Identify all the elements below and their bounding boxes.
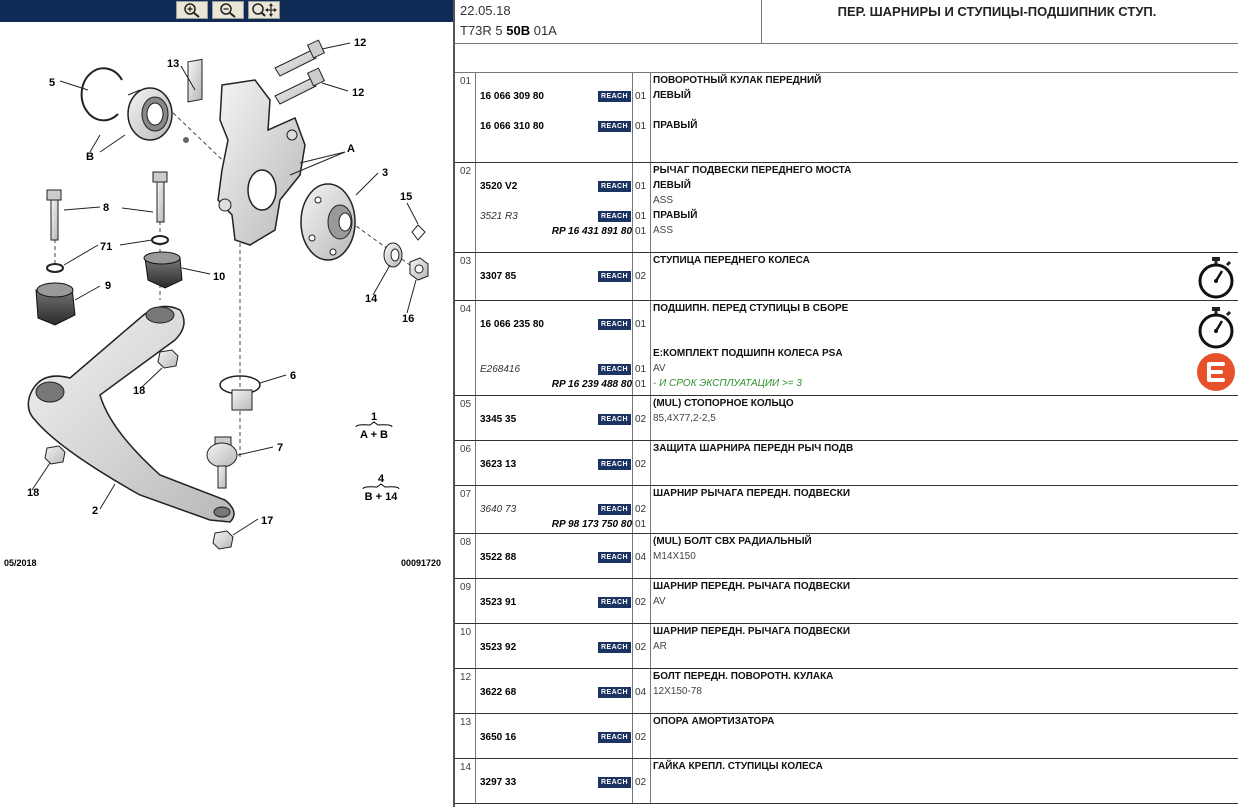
reach-badge[interactable]: REACH [598, 459, 631, 470]
reach-badge[interactable]: REACH [598, 211, 631, 222]
table-row[interactable] [455, 301, 1238, 396]
parts-list-pane [453, 0, 1238, 807]
row-item-number: 02 [460, 166, 472, 177]
part-quantity: 01 [635, 519, 647, 530]
part-number[interactable]: 3521 R3 [480, 211, 518, 222]
part-71-washer [152, 236, 168, 244]
callout-label-16: 16 [402, 313, 415, 325]
table-row[interactable] [455, 534, 1238, 579]
reach-badge[interactable]: REACH [598, 319, 631, 330]
row-item-number: 08 [460, 537, 472, 548]
part-3-wheel-hub [301, 184, 355, 260]
zoom-out-button[interactable] [212, 1, 244, 19]
part-10-bushing [144, 252, 182, 288]
part-description: 85,4X77,2-2,5 [653, 413, 716, 424]
legend-4-formula: B + 14 [364, 491, 398, 503]
part-5-circlip [82, 68, 122, 120]
callout-label-18: 18 [133, 385, 146, 397]
table-row[interactable] [455, 396, 1238, 441]
diagram-reference-code: 00091720 [401, 558, 442, 568]
callout-label-10: 10 [213, 271, 226, 283]
row-item-number: 10 [460, 627, 472, 638]
table-row[interactable] [455, 441, 1238, 486]
part-description: ПОДШИПН. ПЕРЕД СТУПИЦЫ В СБОРЕ [653, 303, 849, 314]
callout-label-8: 8 [103, 202, 110, 214]
part-number[interactable]: 3345 35 [480, 414, 517, 425]
callout-label-6: 6 [290, 370, 297, 382]
part-description: ПРАВЫЙ [653, 120, 698, 131]
stopwatch-icon [1196, 306, 1236, 350]
header-date: 22.05.18 [460, 3, 511, 18]
part-description: БОЛТ ПЕРЕДН. ПОВОРОТН. КУЛАКА [653, 671, 834, 682]
part-number[interactable]: 16 066 235 80 [480, 319, 544, 330]
callout-label-3: 3 [382, 167, 389, 179]
part-number[interactable]: RP 98 173 750 80 [551, 519, 632, 530]
part-description: ПРАВЫЙ [653, 210, 698, 221]
row-item-number: 14 [460, 762, 472, 773]
part-number[interactable]: RP 16 431 891 80 [551, 226, 632, 237]
part-number[interactable]: 3622 68 [480, 687, 517, 698]
part-quantity: 01 [635, 319, 647, 330]
part-description: ASS [653, 195, 674, 206]
part-quantity: 01 [635, 226, 647, 237]
callout-label-5: 5 [49, 77, 56, 89]
header-model-code [460, 23, 557, 38]
table-row[interactable] [455, 624, 1238, 669]
parts-table [455, 73, 1238, 804]
row-item-number: 01 [460, 76, 472, 87]
e-badge-button[interactable] [1196, 352, 1236, 392]
part-quantity: 02 [635, 777, 647, 788]
page-title: ПЕР. ШАРНИРЫ И СТУПИЦЫ-ПОДШИПНИК СТУП. [837, 4, 1157, 19]
model-group: 50B [506, 23, 531, 38]
table-row[interactable] [455, 669, 1238, 714]
part-quantity: 02 [635, 642, 647, 653]
reach-badge[interactable]: REACH [598, 687, 631, 698]
part-15-clip [412, 225, 425, 240]
callout-label-71: 71 [100, 241, 113, 253]
exploded-parts-diagram [0, 22, 453, 582]
reach-badge[interactable]: REACH [598, 504, 631, 515]
row-item-number: 09 [460, 582, 472, 593]
part-description: СТУПИЦА ПЕРЕДНЕГО КОЛЕСА [653, 255, 810, 266]
part-number[interactable]: 3640 73 [480, 504, 517, 515]
part-12-bolts [275, 40, 324, 104]
row-item-number: 03 [460, 256, 472, 267]
part-6-joint-boot [220, 376, 260, 410]
part-description: ЛЕВЫЙ [653, 180, 691, 191]
part-description: AR [653, 641, 667, 652]
part-description: ЛЕВЫЙ [653, 90, 691, 101]
reach-badge[interactable]: REACH [598, 271, 631, 282]
reach-badge[interactable]: REACH [598, 552, 631, 563]
part-description: (MUL) СТОПОРНОЕ КОЛЬЦО [653, 398, 794, 409]
stopwatch-button[interactable] [1196, 306, 1236, 346]
legend-4-number: 4 [377, 473, 385, 485]
part-description: E:КОМПЛЕКТ ПОДШИПН КОЛЕСА PSA [653, 348, 843, 359]
legend-1-formula: A + B [359, 429, 389, 441]
diagram-pane [0, 0, 453, 807]
part-number[interactable]: 3650 16 [480, 732, 517, 743]
callout-label-13: 13 [167, 58, 180, 70]
callout-label-7: 7 [277, 442, 284, 454]
part-description: AV [653, 363, 666, 374]
callout-label-15: 15 [400, 191, 413, 203]
part-number[interactable]: 16 066 310 80 [480, 121, 544, 132]
callout-label-9: 9 [105, 280, 112, 292]
part-number[interactable]: 3523 91 [480, 597, 517, 608]
part-2-control-arm [28, 306, 234, 522]
callout-label-A: A [347, 143, 355, 155]
diagram-toolbar [0, 0, 453, 22]
row-item-number: 13 [460, 717, 472, 728]
part-description: 12X150-78 [653, 686, 702, 697]
part-number[interactable]: E268416 [480, 364, 521, 375]
part-71-washer [47, 264, 63, 272]
table-row[interactable] [455, 163, 1238, 253]
part-quantity: 02 [635, 459, 647, 470]
part-9-bushing [36, 283, 75, 325]
part-description: ПОВОРОТНЫЙ КУЛАК ПЕРЕДНИЙ [653, 75, 822, 86]
zoom-in-button[interactable] [176, 1, 208, 19]
part-b-bearing [128, 88, 172, 140]
zoom-out-icon [219, 2, 237, 18]
callout-label-12: 12 [352, 87, 365, 99]
part-description: РЫЧАГ ПОДВЕСКИ ПЕРЕДНЕГО МОСТА [653, 165, 852, 176]
row-item-number: 06 [460, 444, 472, 455]
part-number[interactable]: 16 066 309 80 [480, 91, 544, 102]
part-description: M14X150 [653, 551, 696, 562]
reach-badge[interactable]: REACH [598, 121, 631, 132]
reach-badge[interactable]: REACH [598, 777, 631, 788]
part-16-hub-nut [410, 258, 428, 280]
zoom-in-icon [183, 2, 201, 18]
part-quantity: 02 [635, 597, 647, 608]
row-item-number: 07 [460, 489, 472, 500]
row-item-number: 04 [460, 304, 472, 315]
header-spacer-row [455, 44, 1238, 73]
part-18-nut [158, 350, 178, 368]
part-17-nut [213, 531, 233, 549]
model-prefix: T73R 5 [460, 23, 507, 38]
page-header [455, 0, 1238, 44]
reach-badge[interactable]: REACH [598, 642, 631, 653]
part-quantity: 02 [635, 414, 647, 425]
reach-badge[interactable]: REACH [598, 414, 631, 425]
table-row[interactable] [455, 486, 1238, 534]
reach-badge[interactable]: REACH [598, 597, 631, 608]
row-item-number: 05 [460, 399, 472, 410]
part-quantity: 02 [635, 732, 647, 743]
table-row[interactable] [455, 253, 1238, 301]
callout-label-2: 2 [92, 505, 99, 517]
table-row[interactable] [455, 759, 1238, 804]
part-7-ball-joint [207, 437, 237, 488]
callout-label-14: 14 [365, 293, 378, 305]
part-description: ШАРНИР РЫЧАГА ПЕРЕДН. ПОДВЕСКИ [653, 488, 851, 499]
reach-badge[interactable]: REACH [598, 732, 631, 743]
part-description: ОПОРА АМОРТИЗАТОРА [653, 716, 775, 727]
part-quantity: 02 [635, 504, 647, 515]
part-number[interactable]: 3297 33 [480, 777, 517, 788]
part-quantity: 01 [635, 211, 647, 222]
part-quantity: 02 [635, 271, 647, 282]
part-description: ASS [653, 225, 674, 236]
part-number[interactable]: 3523 92 [480, 642, 517, 653]
part-number[interactable]: 3520 V2 [480, 181, 518, 192]
part-number[interactable]: 3522 88 [480, 552, 517, 563]
part-description: (MUL) БОЛТ СВХ РАДИАЛЬНЫЙ [653, 536, 812, 547]
reach-badge[interactable]: REACH [598, 181, 631, 192]
diagram-date-code: 05/2018 [4, 558, 37, 568]
part-quantity: 04 [635, 687, 647, 698]
part-18-nut [45, 446, 65, 464]
reach-badge[interactable]: REACH [598, 91, 631, 102]
part-quantity: 01 [635, 379, 647, 390]
part-13-shock-support [183, 59, 202, 143]
part-description: ЗАЩИТА ШАРНИРА ПЕРЕДН РЫЧ ПОДВ [653, 443, 854, 454]
callout-label-B: B [86, 151, 94, 163]
part-number[interactable]: RP 16 239 488 80 [551, 379, 632, 390]
part-description: AV [653, 596, 666, 607]
part-14-washer [384, 243, 402, 267]
part-description: ГАЙКА КРЕПЛ. СТУПИЦЫ КОЛЕСА [653, 761, 823, 772]
row-item-number: 12 [460, 672, 472, 683]
part-number[interactable]: 3307 85 [480, 271, 517, 282]
model-suffix: 01A [530, 23, 557, 38]
table-row[interactable] [455, 73, 1238, 163]
part-quantity: 01 [635, 364, 647, 375]
callout-label-18: 18 [27, 487, 40, 499]
part-quantity: 04 [635, 552, 647, 563]
stopwatch-icon [1196, 256, 1236, 300]
zoom-pan-icon [251, 2, 277, 18]
part-1-steering-knuckle [218, 80, 305, 245]
part-quantity: 01 [635, 91, 647, 102]
table-row[interactable] [455, 579, 1238, 624]
callout-label-12: 12 [354, 37, 367, 49]
stopwatch-button[interactable] [1196, 256, 1236, 296]
e-badge-icon [1196, 352, 1236, 392]
part-description: ШАРНИР ПЕРЕДН. РЫЧАГА ПОДВЕСКИ [653, 581, 851, 592]
part-quantity: 01 [635, 181, 647, 192]
part-quantity: 01 [635, 121, 647, 132]
legend-1-number: 1 [370, 411, 378, 423]
part-description: ШАРНИР ПЕРЕДН. РЫЧАГА ПОДВЕСКИ [653, 626, 851, 637]
reach-badge[interactable]: REACH [598, 364, 631, 375]
part-description: - И СРОК ЭКСПЛУАТАЦИИ >= 3 [653, 378, 802, 389]
callout-label-17: 17 [261, 515, 274, 527]
zoom-pan-button[interactable] [248, 1, 280, 19]
part-number[interactable]: 3623 13 [480, 459, 517, 470]
table-row[interactable] [455, 714, 1238, 759]
